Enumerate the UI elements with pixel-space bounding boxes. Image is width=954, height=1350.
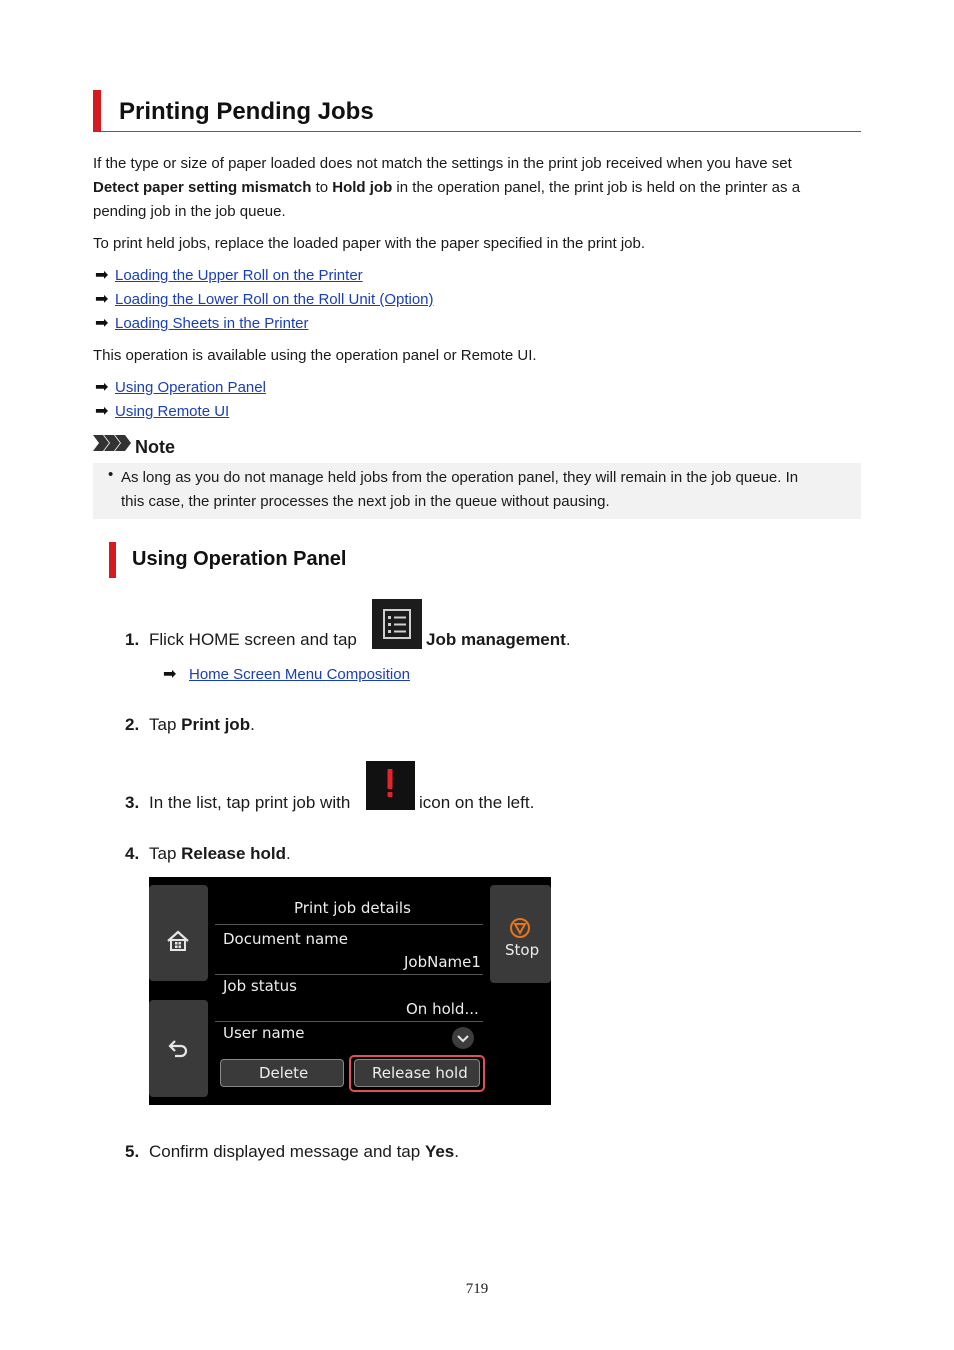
job-status-value: On hold... bbox=[406, 1000, 479, 1018]
intro-line-2 bbox=[93, 176, 861, 200]
scroll-down-button[interactable] bbox=[452, 1027, 474, 1049]
yes-label: Yes bbox=[424, 1142, 455, 1161]
intro-to: to bbox=[311, 179, 333, 196]
divider bbox=[215, 974, 483, 975]
operation-panel-screen bbox=[149, 877, 551, 1105]
note-line-1: As long as you do not manage held jobs from the operation panel, they will remain in the job queue. In bbox=[121, 469, 799, 486]
page-title bbox=[93, 90, 861, 132]
note-bullet: • bbox=[108, 466, 114, 483]
step-4-period: . bbox=[286, 844, 291, 863]
step-4-text: Tap bbox=[149, 844, 182, 863]
step-2-text: Tap bbox=[149, 715, 182, 734]
arrow-right-icon: ➡ bbox=[95, 379, 109, 396]
intro-paragraph bbox=[93, 152, 861, 224]
delete-label: Delete bbox=[259, 1064, 309, 1082]
note-line-2: this case, the printer processes the next job in the queue without pausing. bbox=[121, 493, 610, 510]
link-row bbox=[163, 663, 410, 687]
step-1-text: Flick HOME screen and tap bbox=[149, 630, 357, 649]
arrow-right-icon: ➡ bbox=[95, 315, 109, 332]
availability-paragraph: This operation is available using the operation panel or Remote UI. bbox=[93, 347, 537, 364]
release-hold-label: Release hold bbox=[181, 844, 287, 863]
home-icon bbox=[166, 930, 190, 952]
chevron-down-icon bbox=[452, 1027, 474, 1049]
step-number: 5. bbox=[125, 1142, 140, 1161]
link-operation-panel[interactable]: Using Operation Panel bbox=[115, 379, 266, 396]
step-4 bbox=[125, 844, 291, 864]
step-5 bbox=[125, 1142, 459, 1162]
page-number: 719 bbox=[465, 1281, 489, 1297]
link-row bbox=[95, 288, 434, 312]
arrow-right-icon: ➡ bbox=[95, 291, 109, 308]
back-button[interactable] bbox=[149, 1000, 208, 1097]
note-box bbox=[93, 463, 861, 519]
step-3-text: In the list, tap print job with bbox=[149, 793, 351, 812]
heading-accent-bar bbox=[93, 90, 101, 132]
job-management-label: Job management bbox=[426, 630, 566, 649]
step-3-pre-wrap bbox=[125, 793, 350, 813]
home-button[interactable] bbox=[149, 885, 208, 981]
step-number: 2. bbox=[125, 715, 140, 734]
divider bbox=[215, 1021, 483, 1022]
stop-icon bbox=[509, 917, 531, 939]
section-accent-bar bbox=[109, 542, 116, 578]
note-label: Note bbox=[135, 437, 175, 458]
step-3-tail: icon on the left. bbox=[419, 793, 535, 812]
section-heading-text: Using Operation Panel bbox=[132, 548, 347, 570]
link-remote-ui[interactable]: Using Remote UI bbox=[115, 403, 230, 420]
link-row bbox=[95, 264, 363, 288]
intro-paragraph-2: To print held jobs, replace the loaded paper with the paper specified in the print job. bbox=[93, 235, 646, 252]
arrow-right-icon: ➡ bbox=[163, 666, 177, 683]
step-number: 3. bbox=[125, 793, 140, 812]
step-2 bbox=[125, 715, 255, 735]
step-1-text-pre-wrap bbox=[125, 630, 357, 650]
link-upper-roll[interactable]: Loading the Upper Roll on the Printer bbox=[115, 267, 363, 284]
step-1-period: . bbox=[565, 630, 571, 649]
step-5-period: . bbox=[454, 1142, 459, 1161]
divider bbox=[215, 924, 483, 925]
arrow-right-icon: ➡ bbox=[95, 267, 109, 284]
step-2-period: . bbox=[250, 715, 255, 734]
setting-value: Hold job bbox=[332, 179, 393, 196]
link-row bbox=[95, 312, 308, 336]
link-loading-sheets[interactable]: Loading Sheets in the Printer bbox=[115, 315, 309, 332]
step-number: 1. bbox=[125, 630, 140, 649]
step-1-tail bbox=[426, 630, 571, 650]
note-text bbox=[121, 466, 853, 514]
link-row bbox=[95, 400, 229, 424]
intro-line-3: pending job in the job queue. bbox=[93, 203, 286, 220]
document-name-value: JobName1 bbox=[404, 953, 481, 971]
release-hold-button-label: Release hold bbox=[372, 1064, 468, 1082]
job-management-icon bbox=[372, 599, 422, 649]
document-name-label: Document name bbox=[223, 930, 349, 948]
step-number: 4. bbox=[125, 844, 140, 863]
stop-button[interactable] bbox=[490, 885, 551, 983]
note-header bbox=[93, 435, 175, 459]
setting-name: Detect paper setting mismatch bbox=[93, 179, 312, 196]
delete-button[interactable] bbox=[220, 1059, 344, 1087]
back-arrow-icon bbox=[167, 1040, 189, 1058]
page-title-text: Printing Pending Jobs bbox=[119, 98, 374, 125]
user-name-label: User name bbox=[223, 1024, 305, 1042]
stop-label: Stop bbox=[505, 941, 540, 959]
note-chevrons-icon bbox=[93, 435, 131, 459]
release-hold-button[interactable] bbox=[354, 1059, 480, 1087]
step-5-text: Confirm displayed message and tap bbox=[149, 1142, 425, 1161]
intro-line-1: If the type or size of paper loaded does not match the settings in the print job received when you have set bbox=[93, 155, 792, 172]
job-status-label: Job status bbox=[223, 977, 297, 995]
panel-title: Print job details bbox=[294, 899, 411, 917]
link-lower-roll[interactable]: Loading the Lower Roll on the Roll Unit (Option) bbox=[115, 291, 434, 308]
hold-alert-icon bbox=[366, 761, 415, 810]
print-job-label: Print job bbox=[181, 715, 251, 734]
link-row bbox=[95, 376, 266, 400]
link-home-screen[interactable]: Home Screen Menu Composition bbox=[189, 666, 410, 683]
intro-tail: in the operation panel, the print job is held on the printer as a bbox=[392, 179, 801, 196]
arrow-right-icon: ➡ bbox=[95, 403, 109, 420]
